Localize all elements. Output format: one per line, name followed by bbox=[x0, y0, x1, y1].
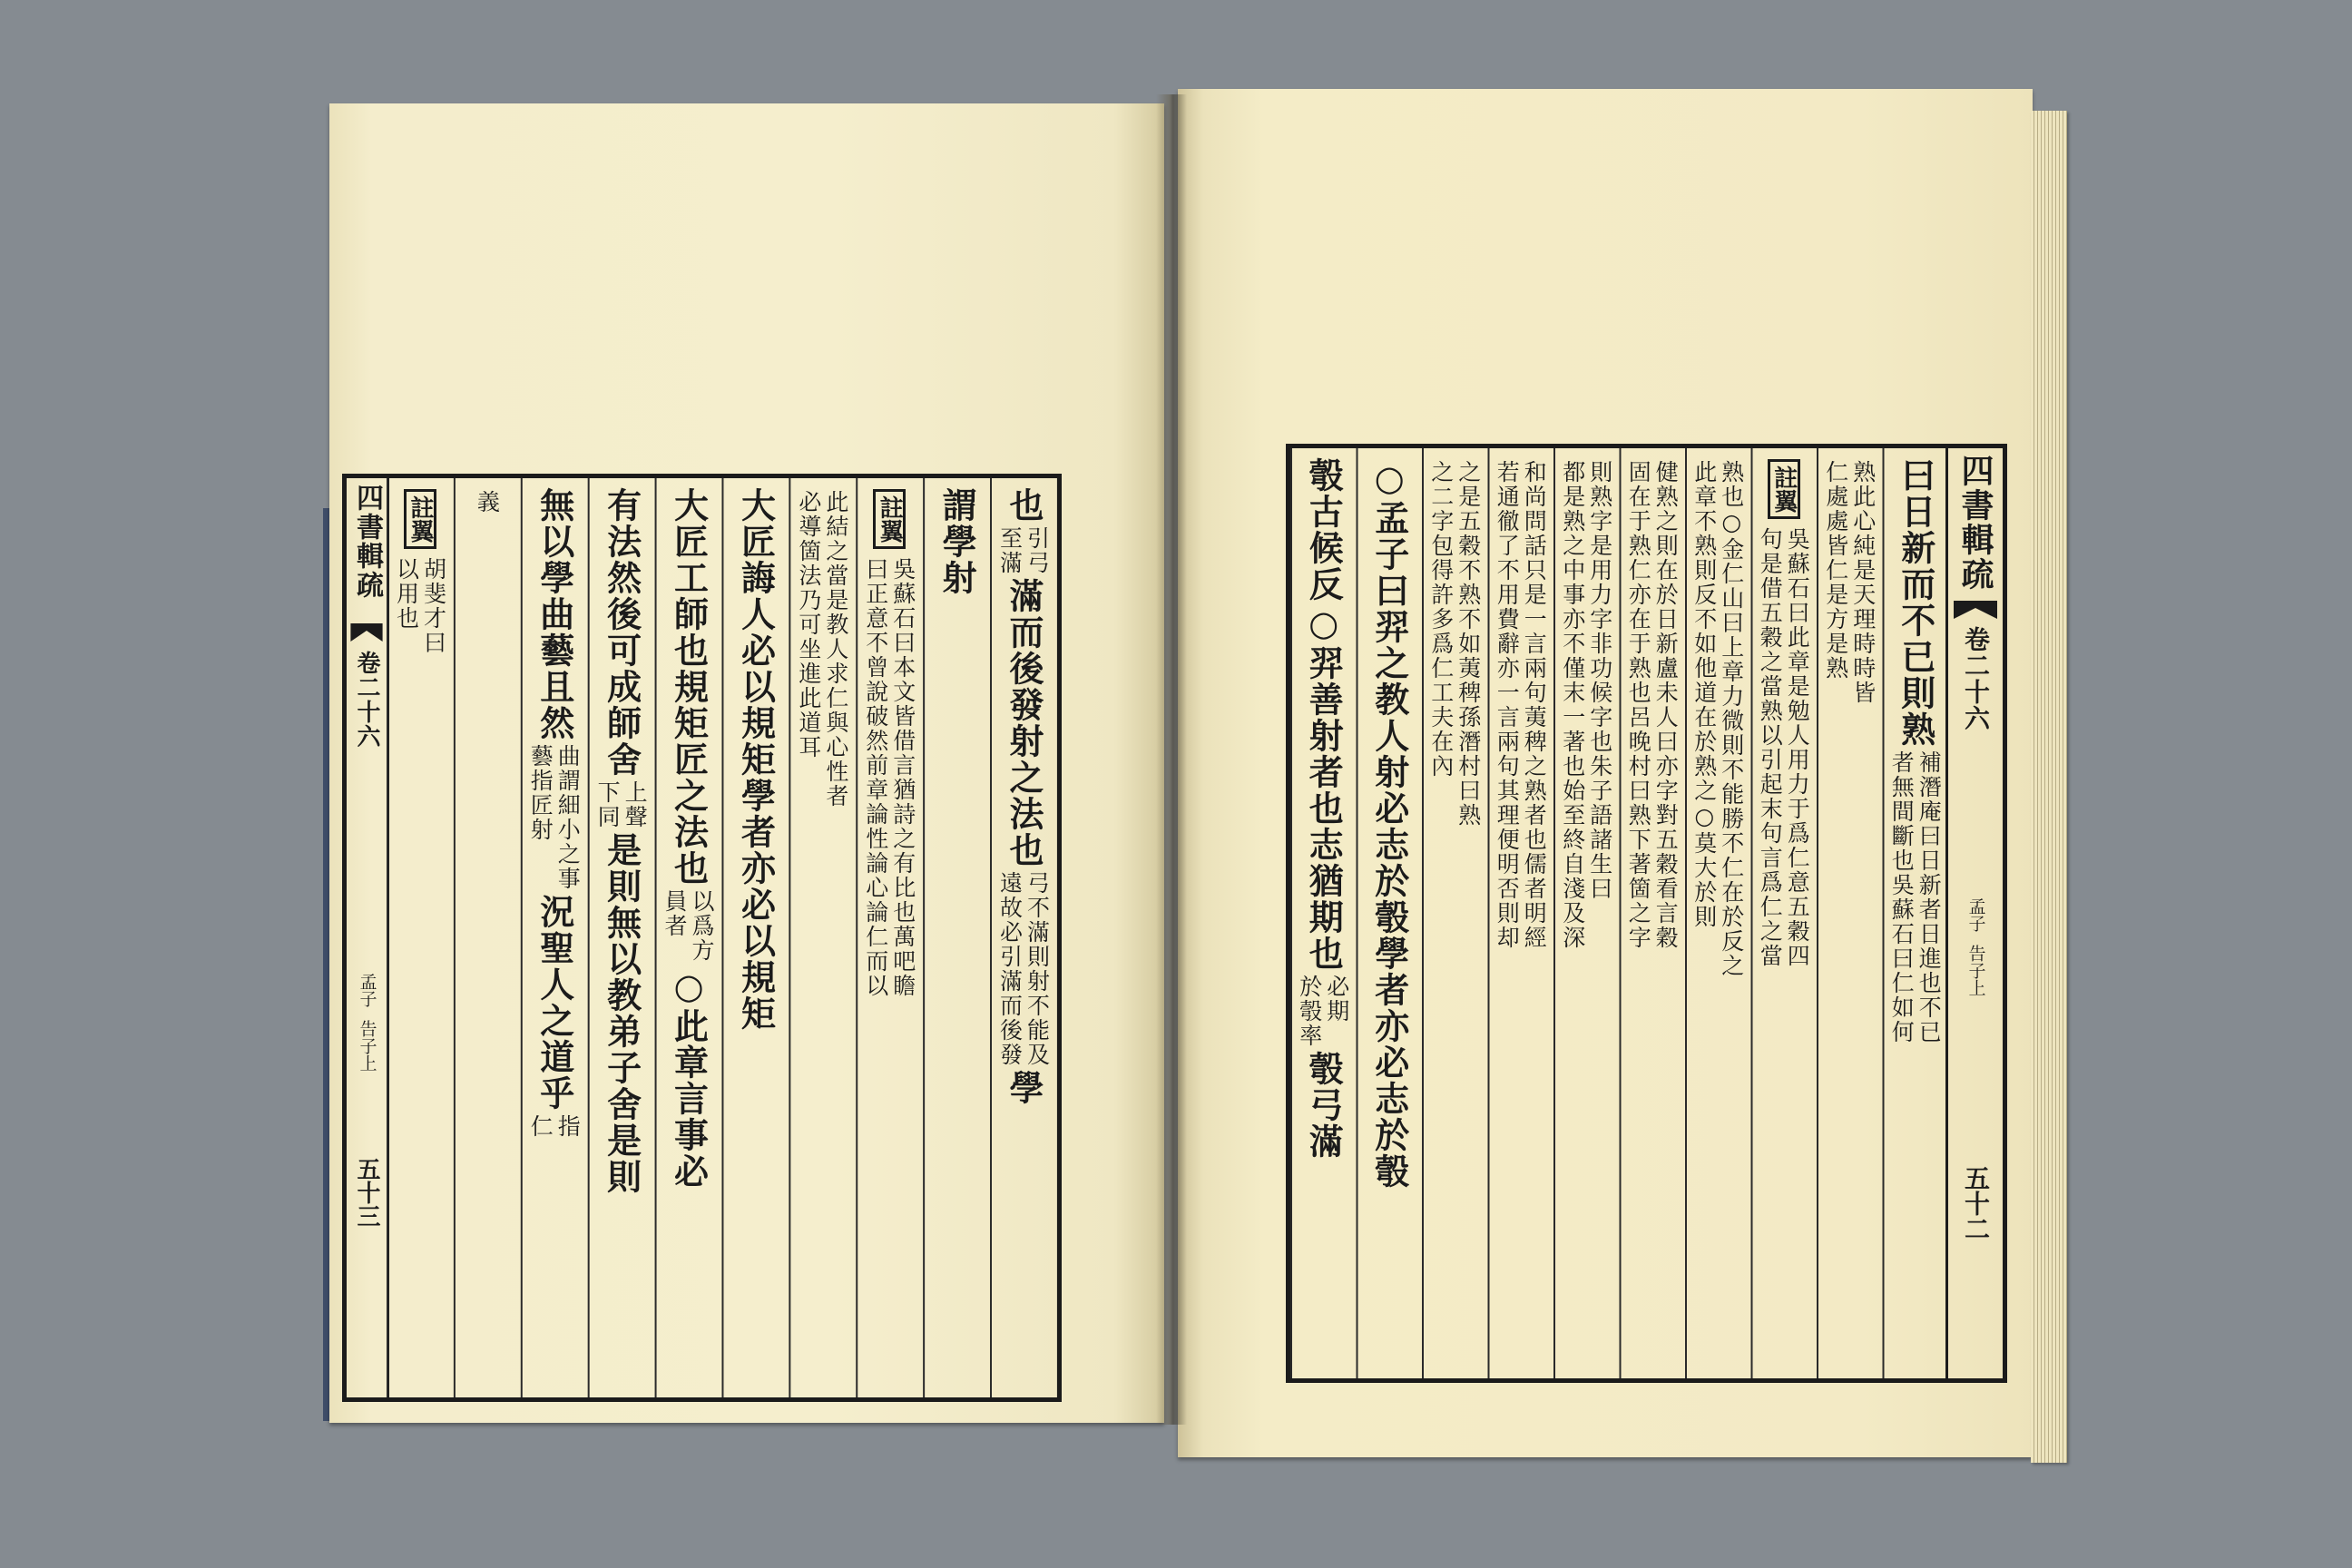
strip-book: 孟子 bbox=[1965, 897, 1986, 932]
book-gutter bbox=[1156, 94, 1187, 1425]
annotation-line: 必期 bbox=[1323, 975, 1350, 1024]
main-text: 謂學射 bbox=[936, 487, 978, 596]
text-column bbox=[923, 478, 990, 1397]
strip-folio: 五十三 bbox=[353, 1157, 380, 1228]
left-margin-strip bbox=[347, 478, 389, 1397]
annotation-line: 曲謂細小之事 bbox=[554, 744, 582, 891]
annotation bbox=[1822, 460, 1877, 705]
strip-title: 四書輯疏 bbox=[351, 484, 383, 600]
text-column bbox=[1751, 448, 1818, 1378]
strip-volume: 卷二十六 bbox=[353, 651, 380, 749]
text-column bbox=[1553, 448, 1620, 1378]
strip-section bbox=[358, 973, 376, 1072]
text-column bbox=[588, 478, 655, 1397]
annotation bbox=[996, 526, 1051, 575]
main-text: 有法然後可成師舍 bbox=[601, 487, 642, 778]
annotation-line: 遠故必引滿而後發 bbox=[996, 871, 1024, 1067]
annotation bbox=[795, 490, 849, 808]
annotation-line: 以爲方 bbox=[689, 889, 716, 963]
main-text: 彀弓滿 bbox=[1303, 1051, 1345, 1160]
annotation bbox=[527, 744, 582, 891]
annotation bbox=[1625, 460, 1680, 950]
text-column bbox=[387, 478, 454, 1397]
left-text-columns bbox=[387, 478, 1057, 1397]
text-column bbox=[1357, 448, 1423, 1378]
annotation-line: 引弓 bbox=[1024, 526, 1051, 575]
annotation bbox=[662, 889, 716, 963]
annotation bbox=[527, 1114, 582, 1139]
annotation-line: 仁 bbox=[527, 1114, 554, 1139]
right-text-frame bbox=[1286, 444, 2007, 1383]
annotation-line: 和尚問話只是一言兩句荑稗之熟者也儒者明經 bbox=[1521, 460, 1548, 950]
text-column bbox=[1685, 448, 1751, 1378]
annotation-line: 義 bbox=[474, 490, 501, 514]
main-text: 況聖人之道乎 bbox=[534, 894, 575, 1112]
annotation-line: 熟此心純是天理時時皆 bbox=[1849, 460, 1877, 705]
strip-volume: 卷二十六 bbox=[1961, 626, 1991, 731]
annotation bbox=[1888, 750, 1943, 1044]
annotation-line: 若通徹了不用費辭亦一言兩句其理便明否則却 bbox=[1494, 460, 1521, 950]
annotation bbox=[1690, 460, 1745, 978]
strip-title: 四書輯疏 bbox=[1956, 454, 1994, 592]
text-column bbox=[722, 478, 789, 1397]
annotation-line: 此章不熟則反不如他道在於熟之○莫大於則 bbox=[1690, 460, 1718, 929]
commentary-tag: 註翼 bbox=[873, 489, 906, 549]
annotation bbox=[1494, 460, 1548, 950]
page-edges bbox=[2031, 111, 2067, 1463]
main-text: 彀古候反○羿善射者也志猶期也 bbox=[1303, 457, 1345, 972]
main-text: 滿而後發射之法也 bbox=[1004, 578, 1045, 868]
text-column bbox=[655, 478, 722, 1397]
annotation-line: 熟也○金仁山曰上章力微則不能勝不仁在於反之 bbox=[1718, 460, 1745, 978]
annotation-line: 健熟之則在於日新盧未人曰亦字對五穀看言穀 bbox=[1652, 460, 1680, 950]
commentary-tag: 註翼 bbox=[404, 489, 436, 549]
main-text: 是則無以教弟子舍是則 bbox=[601, 832, 642, 1195]
main-text: 無以學曲藝且然 bbox=[534, 487, 575, 741]
annotation-line: 上聲 bbox=[622, 780, 649, 829]
annotation-line: 胡斐才曰 bbox=[420, 557, 447, 655]
annotation-line: 必導箇法乃可坐進此道耳 bbox=[795, 490, 822, 760]
annotation-line: 者無間斷也吳蘇石曰仁如何 bbox=[1888, 750, 1916, 1044]
main-text: 大匠誨人必以規矩學者亦必以規矩 bbox=[735, 487, 777, 1032]
text-column bbox=[454, 478, 521, 1397]
annotation bbox=[474, 490, 501, 514]
text-column bbox=[1422, 448, 1488, 1378]
annotation bbox=[395, 557, 445, 655]
annotation-line: 弓不滿則射不能及 bbox=[1024, 871, 1051, 1067]
annotation-line: 都是熟之中事亦不僅末一著也始至終自淺及深 bbox=[1559, 460, 1586, 950]
annotation-line: 吳蘇石曰此章是勉人用力于爲仁意五穀四 bbox=[1784, 527, 1811, 968]
main-text: 也 bbox=[1004, 487, 1045, 524]
annotation-line: 員者 bbox=[662, 889, 689, 938]
strip-chapter: 告子上 bbox=[1965, 945, 1986, 996]
text-column bbox=[1883, 448, 1949, 1378]
fishtail-mark bbox=[350, 623, 382, 642]
strip-book: 孟子 bbox=[357, 973, 377, 1007]
annotation-line: 固在于熟仁亦在于熟也呂晚村曰熟下著箇之字 bbox=[1625, 460, 1652, 950]
annotation-line: 指 bbox=[554, 1114, 582, 1139]
annotation-line: 之是五穀不熟不如荑稗孫潛村曰熟 bbox=[1455, 460, 1482, 828]
text-column bbox=[1488, 448, 1554, 1378]
fishtail-mark bbox=[1954, 601, 1997, 619]
strip-chapter: 告子上 bbox=[357, 1020, 377, 1072]
annotation bbox=[1427, 460, 1482, 828]
commentary-tag: 註翼 bbox=[1768, 459, 1800, 519]
annotation-line: 句是借五穀之當熟以引起末句言爲仁之當 bbox=[1757, 527, 1784, 968]
annotation bbox=[996, 871, 1051, 1067]
annotation-line: 吳蘇石曰本文皆借言猶詩之有比也萬吧瞻 bbox=[889, 557, 916, 998]
left-text-frame bbox=[342, 474, 1062, 1402]
strip-folio: 五十二 bbox=[1961, 1165, 1991, 1241]
annotation-line: 藝指匠射 bbox=[527, 744, 554, 842]
strip-section bbox=[1967, 897, 1984, 996]
annotation-line: 曰正意不曾說破然前章論性論心論仁而以 bbox=[862, 557, 889, 998]
annotation-line: 則熟字是用力字非功候字也朱子語諸生曰 bbox=[1586, 460, 1613, 901]
text-column bbox=[521, 478, 588, 1397]
annotation bbox=[594, 780, 649, 829]
annotation-line: 仁處處皆仁是方是熟 bbox=[1822, 460, 1849, 681]
annotation-line: 以用也 bbox=[393, 557, 420, 631]
right-text-columns bbox=[1290, 448, 1948, 1378]
main-text: 曰日新而不已則熟 bbox=[1895, 457, 1936, 748]
main-text: 學 bbox=[1004, 1070, 1045, 1106]
text-column bbox=[1620, 448, 1686, 1378]
right-margin-strip bbox=[1945, 448, 2003, 1378]
annotation-line: 之二字包得許多爲仁工夫在內 bbox=[1427, 460, 1455, 779]
text-column bbox=[856, 478, 923, 1397]
annotation-line: 於彀率 bbox=[1296, 975, 1323, 1048]
annotation bbox=[1298, 975, 1348, 1048]
annotation-line: 下同 bbox=[594, 780, 622, 829]
text-column bbox=[990, 478, 1057, 1397]
annotation-line: 補潛庵曰日新者日進也不已 bbox=[1916, 750, 1943, 1044]
main-text: ○孟子曰羿之教人射必志於彀學者亦必志於彀 bbox=[1368, 457, 1410, 1190]
text-column bbox=[1290, 448, 1357, 1378]
annotation bbox=[1757, 527, 1811, 968]
annotation-line: 此結之當是教人求仁與心性者 bbox=[822, 490, 849, 808]
annotation-line: 至滿 bbox=[996, 526, 1024, 575]
main-text: 大匠工師也規矩匠之法也 bbox=[668, 487, 710, 887]
annotation bbox=[1559, 460, 1613, 950]
main-text: ○此章言事必 bbox=[668, 965, 710, 1190]
annotation bbox=[862, 557, 916, 998]
text-column bbox=[1817, 448, 1883, 1378]
text-column bbox=[789, 478, 856, 1397]
